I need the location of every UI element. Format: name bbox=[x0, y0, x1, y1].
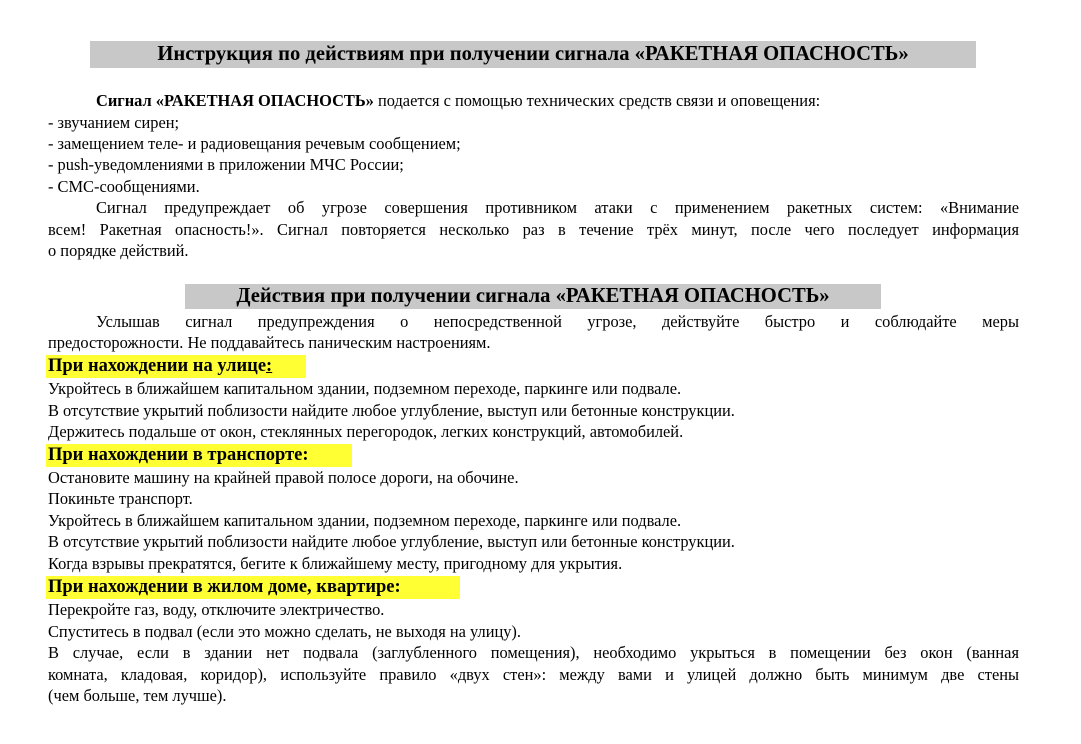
street-line-1: Укройтесь в ближайшем капитальном здании, подземном переходе, паркинге или подвале. bbox=[48, 379, 682, 398]
home-line-4: комната, кладовая, коридор), используйте правило «двух стен»: между вами и улицей должно быть минимум две стены bbox=[48, 665, 1019, 684]
transport-line-5: Когда взрывы прекратятся, бегите к ближайшему месту, пригодному для укрытия. bbox=[48, 554, 623, 573]
transport-line-4: В отсутствие укрытий поблизости найдите любое углубление, выступ или бетонные конструкции. bbox=[48, 532, 735, 551]
signal-lead-bold: Сигнал «РАКЕТНАЯ ОПАСНОСТЬ» bbox=[96, 91, 374, 110]
home-line-1: Перекройте газ, воду, отключите электричество. bbox=[48, 600, 385, 619]
street-line-2: В отсутствие укрытий поблизости найдите любое углубление, выступ или бетонные конструкции. bbox=[48, 401, 735, 420]
actions-title: Действия при получении сигнала «РАКЕТНАЯ ОПАСНОСТЬ» bbox=[185, 284, 881, 309]
home-line-2: Спуститесь в подвал (если это можно сделать, не выходя на улицу). bbox=[48, 622, 521, 641]
bullet-sms: - СМС-сообщениями. bbox=[48, 177, 200, 196]
home-line-5: (чем больше, тем лучше). bbox=[48, 686, 227, 705]
signal-lead-line bbox=[96, 91, 820, 111]
document-title: Инструкция по действиям при получении сигнала «РАКЕТНАЯ ОПАСНОСТЬ» bbox=[90, 41, 976, 68]
home-line-3: В случае, если в здании нет подвала (заглубленного помещения), необходимо укрыться в помещении без окон (ванная bbox=[48, 643, 1019, 662]
home-heading: При нахождении в жилом доме, квартире: bbox=[46, 576, 460, 599]
signal-lead-rest: подается с помощью технических средств связи и оповещения: bbox=[373, 91, 821, 110]
street-heading bbox=[46, 355, 306, 378]
bullet-broadcast: - замещением теле- и радиовещания речевым сообщением; bbox=[48, 134, 461, 153]
warning-line-2: всем! Ракетная опасность!». Сигнал повторяется несколько раз в течение трёх минут, после чего последует информация bbox=[48, 220, 1019, 239]
street-heading-colon: : bbox=[266, 356, 273, 376]
transport-line-3: Укройтесь в ближайшем капитальном здании, подземном переходе, паркинге или подвале. bbox=[48, 511, 682, 530]
street-heading-text: При нахождении на улице bbox=[48, 356, 267, 376]
actions-intro-line-2: предосторожности. Не поддавайтесь паническим настроениям. bbox=[48, 333, 491, 352]
bullet-sirens: - звучанием сирен; bbox=[48, 113, 180, 132]
bullet-push: - push-уведомлениями в приложении МЧС России; bbox=[48, 155, 404, 174]
street-line-3: Держитесь подальше от окон, стеклянных перегородок, легких конструкций, автомобилей. bbox=[48, 422, 684, 441]
transport-line-1: Остановите машину на крайней правой полосе дороги, на обочине. bbox=[48, 468, 519, 487]
warning-line-3: о порядке действий. bbox=[48, 241, 189, 260]
warning-line-1: Сигнал предупреждает об угрозе совершения противником атаки с применением ракетных систем: «Внимание bbox=[96, 198, 1019, 217]
transport-heading: При нахождении в транспорте: bbox=[46, 444, 352, 467]
actions-intro-line-1: Услышав сигнал предупреждения о непосредственной угрозе, действуйте быстро и соблюдайте меры bbox=[96, 312, 1019, 331]
transport-line-2: Покиньте транспорт. bbox=[48, 489, 193, 508]
